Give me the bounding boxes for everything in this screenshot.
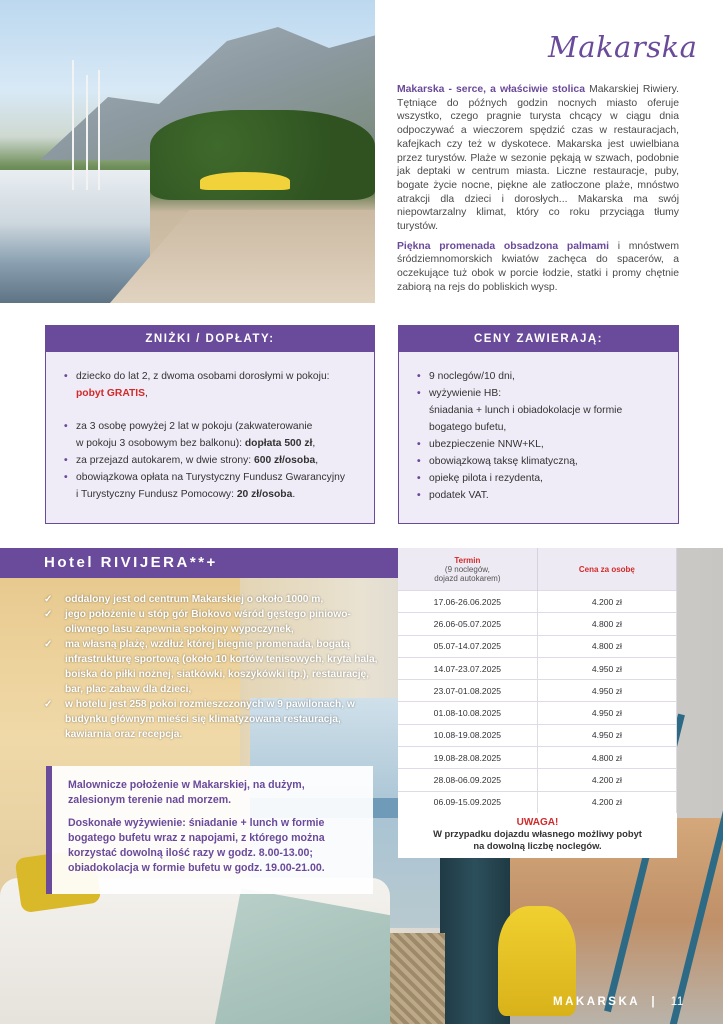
- price-note: [398, 813, 677, 858]
- table-row: 17.06-26.06.2025 4.200 zł: [398, 591, 677, 613]
- hotel-name: Hotel RIVIJERA**+: [44, 554, 218, 571]
- feature-item: ✓ jego położenie u stóp gór Biokovo wśród gęstego piniowo-oliwnego lasu zapewnia spokojny wypoczynek,: [40, 607, 380, 637]
- include-item: • 9 noclegów/10 dni,: [417, 368, 670, 385]
- intro-text: [397, 83, 679, 301]
- page-title: Makarska: [548, 30, 698, 64]
- price-note-line: na dowolną liczbę noclegów.: [473, 839, 602, 851]
- page-footer: [553, 996, 684, 1008]
- table-row: 19.08-28.08.2025 4.800 zł: [398, 747, 677, 769]
- table-row: 28.08-06.09.2025 4.200 zł: [398, 769, 677, 791]
- hotel-name-band: [0, 548, 398, 578]
- discount-item: • za przejazd autokarem, w dwie strony: 600 zł/osoba,: [64, 452, 364, 469]
- discount-item-cont: w pokoju 3 osobowym bez balkonu): dopłata 500 zł,: [76, 438, 316, 449]
- feature-item: ✓ ma własną plażę, wzdłuż której biegnie promenada, bogatą infrastrukturę sportową (około 10 kortów tenisowych, kryta hala, boiska do piłki nożnej, siatkówki, koszykówki itp.), restaurację, bar, plac zabaw dla dzieci,: [40, 637, 380, 697]
- hotel-highlight-1: Malownicze położenie w Makarskiej, na dużym, zalesionym terenie nad morzem.: [68, 779, 305, 806]
- table-row: 23.07-01.08.2025 4.950 zł: [398, 680, 677, 702]
- price-table: [398, 548, 677, 858]
- include-item: • obowiązkową taksę klimatyczną,: [417, 453, 670, 470]
- include-item: • ubezpieczenie NNW+KL,: [417, 436, 670, 453]
- discount-item: • obowiązkowa opłata na Turystyczny Fundusz Gwarancyjny: [64, 469, 364, 486]
- harbour-photo: [0, 0, 375, 303]
- hotel-highlight-2: Doskonałe wyżywienie: śniadanie + lunch w formie bogatego bufetu wraz z napojami, z którego można korzystać dowolną ilość razy w godz. 8.00-13.00; obiadokolacja w formie bufetu w godz. 19.00-21.00.: [68, 817, 325, 874]
- discount-item-cont: pobyt GRATIS,: [76, 388, 148, 399]
- include-item-cont: bogatego bufetu,: [429, 422, 507, 433]
- price-table-price-header: Cena za osobę: [537, 548, 676, 591]
- discount-item: • za 3 osobę powyżej 2 lat w pokoju (zakwaterowanie: [64, 418, 364, 435]
- table-row: 06.09-15.09.2025 4.200 zł: [398, 791, 677, 813]
- table-row: 01.08-10.08.2025 4.950 zł: [398, 702, 677, 724]
- intro-paragraph-2: Piękna promenada obsadzona palmami i mnóstwem śródziemnomorskich kwiatów zachęca do spacerów, a oczekujące tuż obok w porcie łodzie, statki i promy chętnie zabiorą na rejs do pobliskich wysp.: [397, 240, 679, 293]
- include-item: • wyżywienie HB:: [417, 385, 670, 402]
- discounts-header: ZNIŻKI / DOPŁATY:: [46, 326, 374, 352]
- discount-item-cont: i Turystyczny Fundusz Pomocowy: 20 zł/osoba.: [76, 489, 296, 500]
- include-item: • opiekę pilota i rezydenta,: [417, 470, 670, 487]
- includes-header: CENY ZAWIERAJĄ:: [399, 326, 678, 352]
- include-item: • podatek VAT.: [417, 487, 670, 504]
- include-item-cont: śniadania + lunch i obiadokolacje w formie: [429, 405, 623, 416]
- footer-separator: |: [651, 996, 658, 1008]
- price-note-title: UWAGA!: [516, 816, 559, 828]
- table-row: 05.07-14.07.2025 4.800 zł: [398, 635, 677, 657]
- table-row: 26.06-05.07.2025 4.800 zł: [398, 613, 677, 635]
- discounts-box: [45, 325, 375, 524]
- table-row: 14.07-23.07.2025 4.950 zł: [398, 657, 677, 679]
- table-row: 10.08-19.08.2025 4.950 zł: [398, 724, 677, 746]
- discount-item: • dziecko do lat 2, z dwoma osobami dorosłymi w pokoju:: [64, 368, 364, 385]
- page-number: 11: [670, 996, 684, 1008]
- hotel-highlight-box: [46, 766, 373, 894]
- feature-item: ✓ w hotelu jest 258 pokoi rozmieszczonych w 9 pawilonach, w budynku głównym mieści się klimatyzowana restauracja, kawiarnia oraz recepcja.: [40, 697, 380, 742]
- includes-box: [398, 325, 679, 524]
- feature-item: ✓ oddalony jest od centrum Makarskiej o około 1000 m,: [40, 592, 380, 607]
- price-table-term-header: Termin (9 noclegów, dojazd autokarem): [398, 548, 537, 591]
- hotel-features: [40, 592, 380, 742]
- footer-section: MAKARSKA: [553, 996, 640, 1008]
- intro-paragraph-1: Makarska - serce, a właściwie stolica Makarskiej Riwiery. Tętniące do późnych godzin nocnych miasto oferuje wszystko, czego pragnie turysta chcący w ciągu dnia odpoczywać a wieczorem spędzić czas w restauracjach, kafejkach czy też w dyskotece. Makarska jest uwielbiana przez turystów. Plaże w sezonie pękają w szwach, podobnie jak deptaki w centrum miasta. Liczne restauracje, puby, bogate życie nocne, piękne ale zatłoczone plaże, mnóstwo atrakcji dla dzieci i dorosłych... Makarska ma swój niepowtarzalny klimat, który co roku przyciąga tłumy turystów.: [397, 84, 679, 233]
- price-note-line: W przypadku dojazdu własnego możliwy pobyt: [433, 827, 642, 839]
